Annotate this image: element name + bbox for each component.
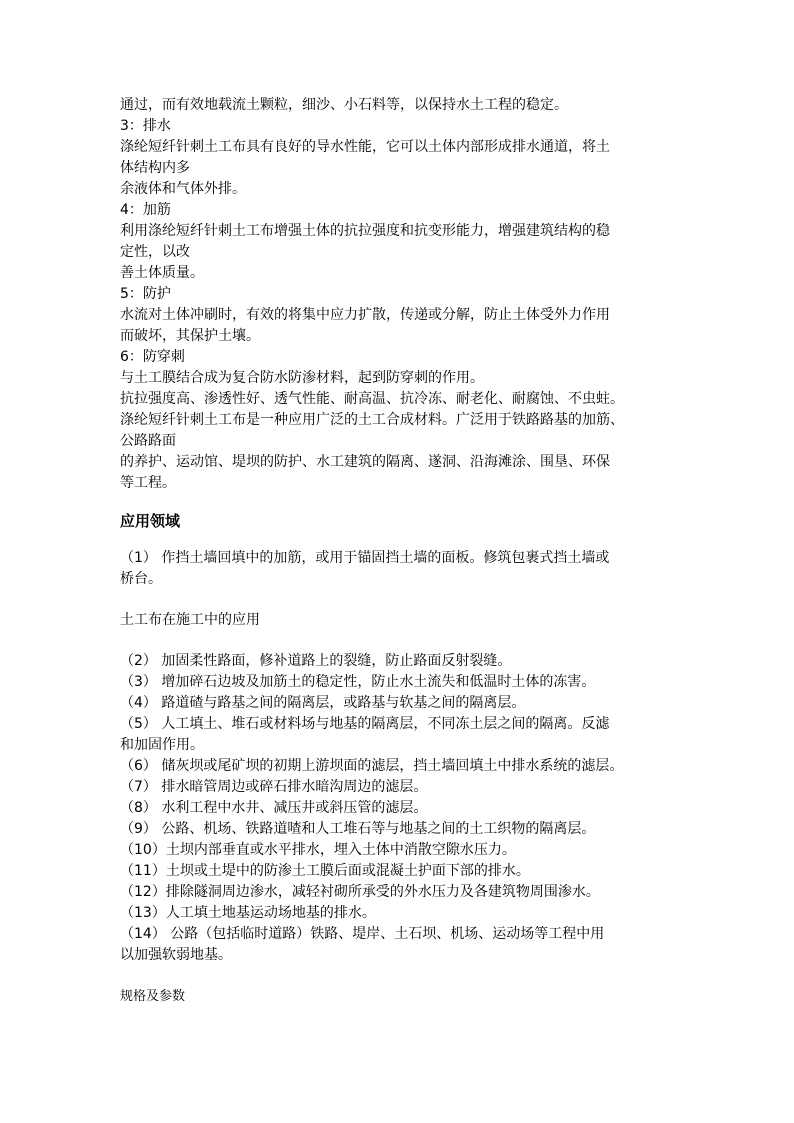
spec-heading: 规格及参数 [120, 989, 186, 1004]
paragraph-line: 抗拉强度高、渗透性好、透气性能、耐高温、抗冷冻、耐老化、耐腐蚀、不虫蛀。 [120, 391, 624, 407]
list-item-line: （1） 作挡土墙回填中的加筋，或用于锚固挡土墙的面板。修筑包裹式挡土墙或 [120, 550, 610, 566]
paragraph-line: 通过，而有效地载流土颗粒，细沙、小石料等，以保持水土工程的稳定。 [120, 97, 568, 113]
paragraph-line: 公路路面 [120, 433, 176, 449]
subsection-title: 土工布在施工中的应用 [120, 612, 260, 628]
numbered-heading: 5：防护 [120, 286, 171, 302]
paragraph-line: 善土体质量。 [120, 265, 204, 281]
paragraph-line: 涤纶短纤针刺土工布具有良好的导水性能，它可以土体内部形成排水通道，将土 [120, 139, 610, 155]
list-item-line: （6） 储灰坝或尾矿坝的初期上游坝面的滤层，挡土墙回填土中排水系统的滤层。 [120, 758, 624, 774]
list-item-line: 桥台。 [120, 571, 162, 587]
list-item-line: （13）人工填土地基运动场地基的排水。 [120, 905, 376, 921]
list-item-line: （12）排除隧洞周边渗水，减轻衬砌所承受的外水压力及各建筑物周围渗水。 [120, 884, 600, 900]
list-item-line: （2） 加固柔性路面，修补道路上的裂缝，防止路面反射裂缝。 [120, 653, 512, 669]
list-item-line: （10）土坝内部垂直或水平排水，埋入土体中消散空隙水压力。 [120, 842, 516, 858]
paragraph-line: 的养护、运动馆、堤坝的防护、水工建筑的隔离、遂洞、沿海滩涂、围垦、环保 [120, 454, 610, 470]
paragraph-line: 与土工膜结合成为复合防水防渗材料，起到防穿刺的作用。 [120, 370, 484, 386]
section-title: 应用领域 [120, 512, 181, 530]
paragraph-line: 利用涤纶短纤针刺土工布增强土体的抗拉强度和抗变形能力，增强建筑结构的稳 [120, 223, 610, 239]
paragraph-line: 定性，以改 [120, 244, 190, 260]
paragraph-line: 涤纶短纤针刺土工布是一种应用广泛的土工合成材料。广泛用于铁路路基的加筋、 [120, 412, 624, 428]
paragraph-line: 余液体和气体外排。 [120, 181, 246, 197]
paragraph-line: 等工程。 [120, 475, 176, 491]
list-item-line: 以加强软弱地基。 [120, 947, 232, 963]
list-item-line: （5） 人工填土、堆石或材料场与地基的隔离层，不同冻土层之间的隔离。反滤 [120, 716, 610, 732]
list-item-line: （11）土坝或土堤中的防渗土工膜后面或混凝土护面下部的排水。 [120, 863, 530, 879]
paragraph-line: 而破坏，其保护土壤。 [120, 328, 260, 344]
list-item-line: （9） 公路、机场、铁路道喳和人工堆石等与地基之间的土工织物的隔离层。 [120, 821, 596, 837]
list-item-line: （3） 增加碎石边坡及加筋土的稳定性，防止水土流失和低温时土体的冻害。 [120, 674, 596, 690]
list-item-line: 和加固作用。 [120, 737, 204, 753]
list-item-line: （4） 路道碴与路基之间的隔离层，或路基与软基之间的隔离层。 [120, 695, 526, 711]
numbered-heading: 4：加筋 [120, 202, 171, 218]
paragraph-line: 体结构内多 [120, 160, 190, 176]
list-item-line: （8） 水利工程中水井、减压井或斜压管的滤层。 [120, 800, 428, 816]
list-item-line: （14） 公路（包括临时道路）铁路、堤岸、土石坝、机场、运动场等工程中用 [120, 926, 605, 942]
numbered-heading: 3：排水 [120, 118, 171, 134]
numbered-heading: 6：防穿刺 [120, 349, 185, 365]
list-item-line: （7） 排水暗管周边或碎石排水暗沟周边的滤层。 [120, 779, 428, 795]
paragraph-line: 水流对土体冲刷时，有效的将集中应力扩散，传递或分解，防止土体受外力作用 [120, 307, 610, 323]
